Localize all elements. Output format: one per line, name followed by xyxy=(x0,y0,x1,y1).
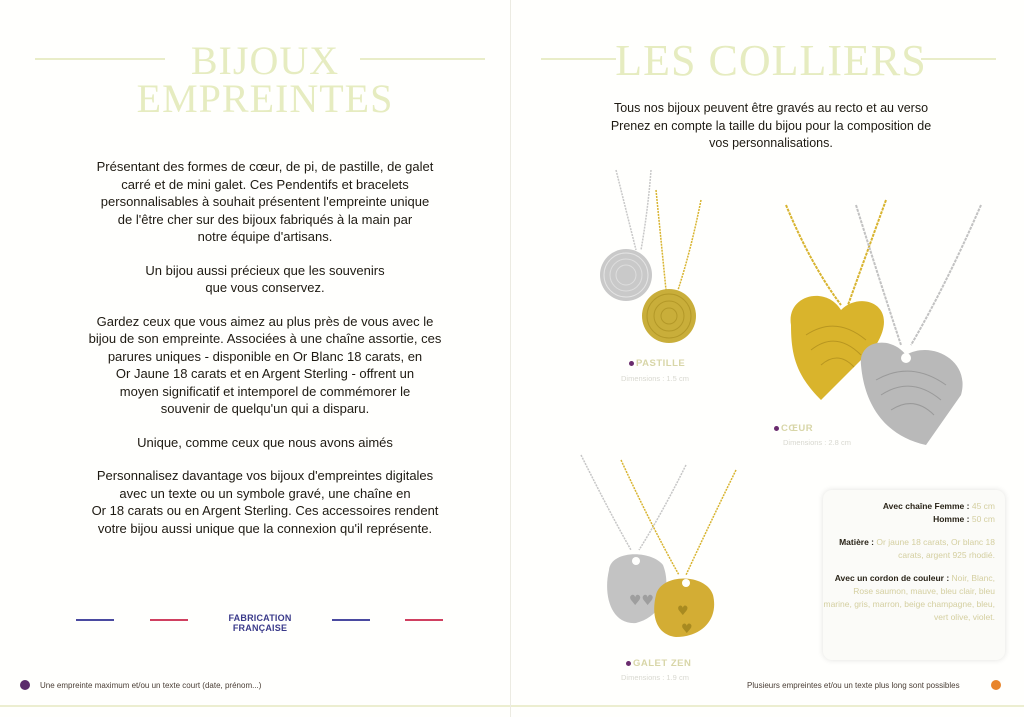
footnote-left: Une empreinte maximum et/ou un texte court (date, prénom...) xyxy=(40,681,262,690)
coeur-label-text: CŒUR xyxy=(781,423,814,434)
coeur-label xyxy=(774,423,813,434)
pastille-label xyxy=(629,358,685,369)
paragraph-3: Gardez ceux que vous aimez au plus près de vous avec le bijou de son empreinte. Associées à une chaîne assortie, ces parures uniques - disponible en Or Blanc 18 carats, en Or Jaune 18 carats et en Argent Sterling - offrent un moyen significatif et intemporel de commémorer le souvenir de quelqu'un qui a disparu. xyxy=(88,313,442,416)
intro-text: Tous nos bijoux peuvent être gravés au recto et au verso Prenez en compte la taille du bijou pour la composition de vos personnalisations. xyxy=(610,101,932,150)
purple-bullet-icon xyxy=(774,426,779,431)
pastille-necklace-image xyxy=(596,170,716,350)
svg-text:♥: ♥ xyxy=(681,622,693,637)
chain-femme-value: 45 cm xyxy=(971,501,995,511)
chain-info-box xyxy=(823,490,1005,660)
right-page xyxy=(511,0,1024,717)
chain-femme-label: Avec chaîne Femme : xyxy=(882,501,970,511)
description-text xyxy=(70,158,460,553)
svg-text:♥♥: ♥♥ xyxy=(629,593,655,609)
chain-homme-label: Homme : xyxy=(933,514,970,524)
title-line-2: EMPREINTES xyxy=(136,76,394,121)
cord-value: Noir, Blanc, Rose saumon, mauve, bleu clair, bleu marine, gris, marron, beige champagne, bleu, vert olive, violet. xyxy=(823,573,995,622)
orange-dot-icon xyxy=(991,680,1001,690)
chain-homme-value: 50 cm xyxy=(971,514,995,524)
cord-label: Avec un cordon de couleur : xyxy=(834,573,950,583)
material-value: Or jaune 18 carats, Or blanc 18 carats, argent 925 rhodié. xyxy=(876,537,995,560)
flag-rule-red-1 xyxy=(150,619,188,621)
fabrication-francaise: FABRICATION FRANÇAISE xyxy=(228,613,292,633)
galet-zen-necklace-image xyxy=(581,455,751,655)
galet-zen-label-text: GALET ZEN xyxy=(633,658,692,669)
title-line-1: BIJOUX xyxy=(190,38,340,83)
bottom-rule-right xyxy=(511,705,1024,707)
page-title xyxy=(100,38,430,121)
flag-rule-blue-2 xyxy=(332,619,370,621)
material-info xyxy=(823,536,995,562)
purple-dot-icon xyxy=(20,680,30,690)
purple-bullet-icon xyxy=(626,661,631,666)
page-title: LES COLLIERS xyxy=(615,36,927,85)
chain-length-info xyxy=(823,500,995,526)
cord-info xyxy=(823,572,995,624)
galet-zen-label xyxy=(626,658,691,669)
flag-rule-blue-1 xyxy=(76,619,114,621)
coeur-necklace-image xyxy=(766,195,986,455)
paragraph-1: Présentant des formes de cœur, de pi, de pastille, de galet carré et de mini galet. Ces Pendentifs et bracelets personnalisables à souhait présentent l'empreinte unique de l'être cher sur des bijoux fabriqués à la main par notre équipe d'artisans. xyxy=(96,159,434,244)
flag-rule-red-2 xyxy=(405,619,443,621)
svg-text:♥: ♥ xyxy=(677,604,689,619)
bottom-rule-left xyxy=(0,705,510,707)
galet-zen-dimensions: Dimensions : 1.9 cm xyxy=(621,673,689,682)
left-page xyxy=(0,0,511,717)
paragraph-2: Un bijou aussi précieux que les souvenirs que vous conservez. xyxy=(145,262,385,295)
paragraph-5: Personnalisez davantage vos bijoux d'empreintes digitales avec un texte ou un symbole gravé, une chaîne en Or 18 carats ou en Argent Sterling. Ces accessoires rendent votre bijou aussi unique que la connexion qu'il représente. xyxy=(91,468,439,536)
paragraph-4: Unique, comme ceux que nous avons aimés xyxy=(137,434,393,450)
pastille-dimensions: Dimensions : 1.5 cm xyxy=(621,374,689,383)
material-label: Matière : xyxy=(839,537,875,547)
coeur-dimensions: Dimensions : 2.8 cm xyxy=(783,438,851,447)
purple-bullet-icon xyxy=(629,361,634,366)
footnote-right: Plusieurs empreintes et/ou un texte plus long sont possibles xyxy=(747,681,960,690)
pastille-label-text: PASTILLE xyxy=(636,358,686,369)
